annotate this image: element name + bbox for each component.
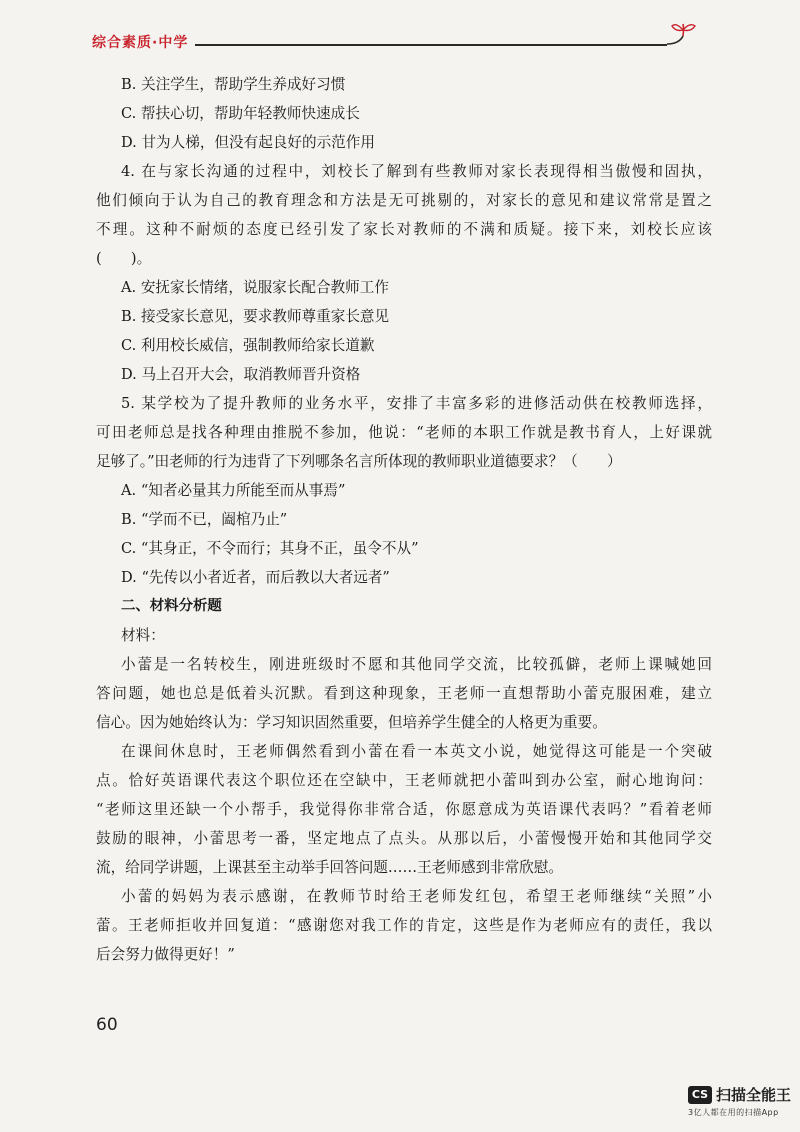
- answer-option: D. 甘为人梯，但没有起良好的示范作用: [121, 134, 375, 151]
- answer-option: A. “知者必量其力所能至而从事焉”: [121, 482, 346, 499]
- answer-option: D. “先传以小者近者，而后教以大者远者”: [121, 569, 390, 586]
- text-line: 小蕾的妈妈为表示感谢，在教师节时给王老师发红包，希望王老师继续“关照”小: [121, 888, 712, 905]
- sprout-icon: [667, 22, 703, 52]
- text-line: 在课间休息时，王老师偶然看到小蕾在看一本英文小说，她觉得这可能是一个突破: [121, 743, 712, 760]
- text-line: 材料：: [121, 627, 165, 644]
- text-line: 他们倾向于认为自己的教育理念和方法是无可挑剔的，对家长的意见和建议常常是置之: [96, 192, 712, 209]
- header-title: 综合素质·中学: [92, 35, 189, 51]
- answer-option: C. 帮扶心切，帮助年轻教师快速成长: [121, 105, 360, 122]
- answer-option: B. 关注学生，帮助学生养成好习惯: [121, 76, 346, 93]
- text-line: 信心。因为她始终认为：学习知识固然重要，但培养学生健全的人格更为重要。: [96, 714, 607, 731]
- answer-option: A. 安抚家长情绪，说服家长配合教师工作: [121, 279, 389, 296]
- text-line: ( )。: [96, 250, 152, 267]
- text-line: 4. 在与家长沟通的过程中，刘校长了解到有些教师对家长表现得相当傲慢和固执，: [121, 163, 712, 180]
- text-line: 5. 某学校为了提升教师的业务水平，安排了丰富多彩的进修活动供在校教师选择，: [121, 395, 712, 412]
- text-line: 不理。这种不耐烦的态度已经引发了家长对教师的不满和质疑。接下来，刘校长应该: [96, 221, 712, 238]
- answer-option: C. 利用校长威信，强制教师给家长道歉: [121, 337, 375, 354]
- text-line: 蕾。王老师拒收并回复道：“感谢您对我工作的肯定，这些是作为老师应有的责任，我以: [96, 917, 712, 934]
- cs-tagline: 3亿人都在用的扫描App: [688, 1108, 779, 1117]
- text-line: “老师这里还缺一个小帮手，我觉得你非常合适，你愿意成为英语课代表吗？”看着老师: [96, 801, 712, 818]
- answer-option: C. “其身正，不令而行；其身不正，虽令不从”: [121, 540, 419, 557]
- body-text: [96, 70, 712, 969]
- text-line: 足够了。”田老师的行为违背了下列哪条名言所体现的教师职业道德要求？（ ）: [96, 453, 622, 470]
- camscanner-logo: [688, 1084, 791, 1105]
- section-heading: 二、材料分析题: [121, 598, 222, 614]
- cs-app-name: 扫描全能王: [716, 1086, 792, 1104]
- answer-option: D. 马上召开大会，取消教师晋升资格: [121, 366, 361, 383]
- answer-option: B. “学而不已，阖棺乃止”: [121, 511, 288, 528]
- text-line: 可田老师总是找各种理由推脱不参加，他说：“老师的本职工作就是教书育人，上好课就: [96, 424, 712, 441]
- text-line: 答问题，她也总是低着头沉默。看到这种现象，王老师一直想帮助小蕾克服困难，建立: [96, 685, 712, 702]
- text-line: 流，给同学讲题，上课甚至主动举手回答问题……王老师感到非常欣慰。: [96, 859, 564, 876]
- text-line: 鼓励的眼神，小蕾思考一番，坚定地点了点头。从那以后，小蕾慢慢开始和其他同学交: [96, 830, 712, 847]
- page-number: 60: [96, 1015, 118, 1035]
- text-line: 点。恰好英语课代表这个职位还在空缺中，王老师就把小蕾叫到办公室，耐心地询问：: [96, 772, 712, 789]
- answer-option: B. 接受家长意见，要求教师尊重家长意见: [121, 308, 390, 325]
- cs-badge-icon: CS: [688, 1086, 712, 1104]
- text-line: 后会努力做得更好！”: [96, 946, 235, 963]
- text-line: 小蕾是一名转校生，刚进班级时不愿和其他同学交流，比较孤僻，老师上课喊她回: [121, 656, 712, 673]
- header-rule: [195, 44, 667, 46]
